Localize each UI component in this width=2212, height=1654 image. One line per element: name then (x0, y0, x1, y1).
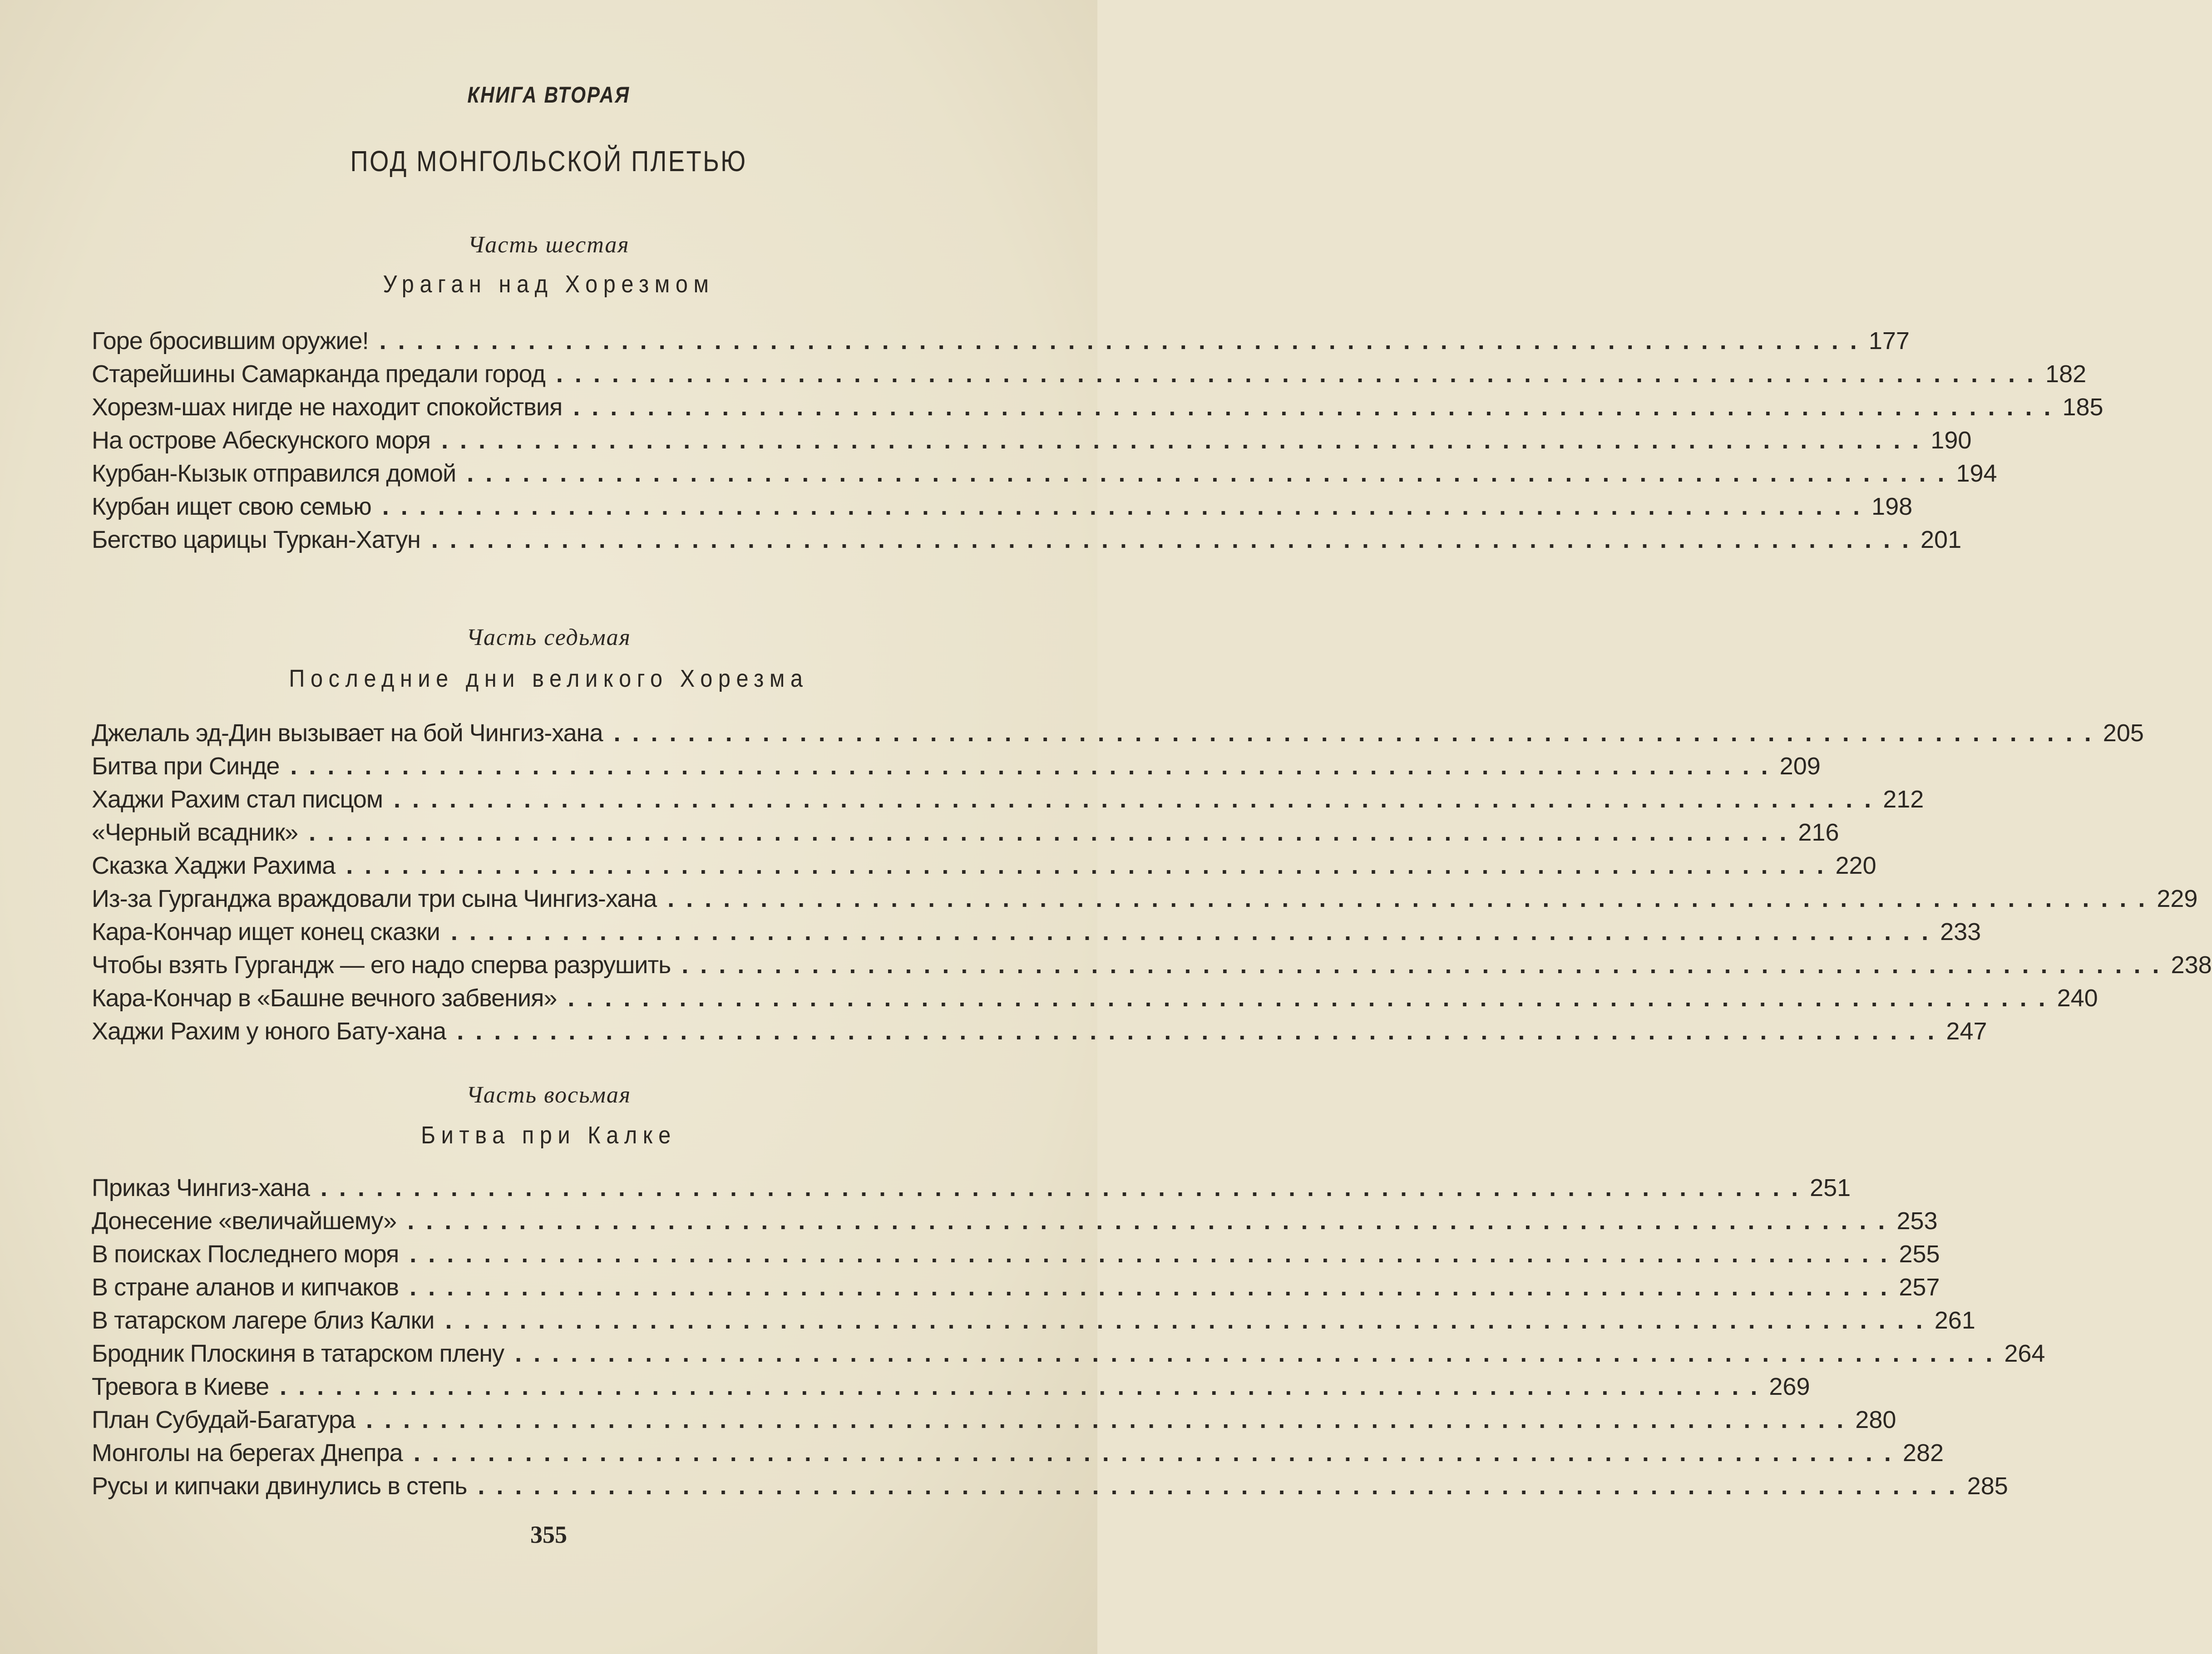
entry-page-number: 229 (2157, 885, 2198, 912)
entry-page-number: 209 (1779, 753, 1821, 780)
entry-page-number: 185 (2062, 394, 2103, 421)
entry-title: Курбан ищет свою семью (92, 493, 371, 520)
toc-entry[interactable] (92, 846, 1876, 879)
toc-list (92, 714, 2212, 1045)
dot-leader: ................................................................................ (410, 1240, 1899, 1268)
entry-title: Русы и кипчаки двинулись в степь (92, 1472, 467, 1500)
entry-title: Кара-Кончар в «Башне вечного забвения» (92, 985, 557, 1012)
dot-leader: ................................................................................ (467, 460, 1956, 487)
entry-page-number: 212 (1883, 786, 1924, 813)
entry-page-number: 257 (1899, 1274, 1940, 1301)
entry-title: Джелаль эд-Дин вызывает на бой Чингиз-хана (92, 719, 603, 747)
entry-title: Из-за Гурганджа враждовали три сына Чингиз-хана (92, 885, 657, 912)
entry-title: Сказка Хаджи Рахима (92, 852, 336, 879)
dot-leader: ................................................................................ (450, 918, 1940, 945)
dot-leader: ................................................................................ (393, 786, 1883, 813)
entry-page-number: 247 (1946, 1018, 1987, 1045)
entry-title: На острове Абескунского моря (92, 427, 431, 454)
toc-list (92, 321, 2103, 553)
part-title: Битва при Калке (421, 1122, 676, 1149)
dot-leader: ................................................................................ (382, 493, 1872, 520)
toc-entry[interactable] (92, 321, 1910, 354)
toc-entry[interactable] (92, 714, 2144, 747)
dot-leader: ................................................................................ (445, 1307, 1935, 1334)
part-title: Последние дни великого Хорезма (289, 665, 809, 692)
entry-page-number: 251 (1810, 1174, 1851, 1201)
toc-entry[interactable] (92, 1201, 1938, 1235)
dot-leader: ................................................................................ (379, 327, 1869, 354)
toc-entry[interactable] (92, 1301, 1975, 1334)
entry-title: Донесение «величайшему» (92, 1207, 397, 1235)
toc-entry[interactable] (92, 1400, 1896, 1433)
toc-entry[interactable] (92, 1433, 1944, 1467)
dot-leader: ................................................................................ (290, 753, 1780, 780)
toc-entry[interactable] (92, 1334, 2045, 1367)
entry-page-number: 233 (1940, 918, 1981, 945)
toc-entry[interactable] (92, 747, 1821, 780)
toc-entry[interactable] (92, 520, 1962, 553)
toc-entry[interactable] (92, 354, 2087, 388)
entry-page-number: 255 (1899, 1240, 1940, 1268)
dot-leader: ................................................................................ (573, 394, 2063, 421)
entry-page-number: 220 (1835, 852, 1876, 879)
entry-title: В поисках Последнего моря (92, 1240, 399, 1268)
dot-leader: ................................................................................ (478, 1472, 1967, 1500)
entry-title: Хорезм-шах нигде не находит спокойствия (92, 394, 563, 421)
dot-leader: ................................................................................ (556, 360, 2046, 388)
dot-leader: ................................................................................ (568, 985, 2057, 1012)
dot-leader: ................................................................................ (667, 885, 2157, 912)
part-label: Часть шестая (468, 232, 630, 258)
toc-entry[interactable] (92, 388, 2103, 421)
book-label: КНИГА ВТОРАЯ (467, 82, 630, 108)
dot-leader: ................................................................................ (413, 1439, 1903, 1467)
toc-entry[interactable] (92, 487, 1913, 520)
entry-title: Чтобы взять Гургандж — его надо сперва разрушить (92, 951, 671, 979)
toc-entry[interactable] (92, 454, 1997, 487)
dot-leader: ................................................................................ (431, 526, 1921, 553)
part-title: Ураган над Хорезмом (383, 271, 715, 298)
entry-title: Приказ Чингиз-хана (92, 1174, 310, 1201)
toc-entry[interactable] (92, 421, 1972, 454)
entry-title: Хаджи Рахим у юного Бату-хана (92, 1018, 446, 1045)
entry-title: Горе бросившим оружие! (92, 327, 369, 354)
toc-entry[interactable] (92, 1268, 1940, 1301)
toc-entry[interactable] (92, 1235, 1940, 1268)
dot-leader: ................................................................................ (309, 819, 1798, 846)
toc-entry[interactable] (92, 879, 2198, 912)
entry-page-number: 253 (1896, 1207, 1938, 1235)
entry-page-number: 194 (1956, 460, 1997, 487)
toc-entry[interactable] (92, 979, 2098, 1012)
entry-title: Бродник Плоскиня в татарском плену (92, 1340, 504, 1367)
entry-title: В стране аланов и кипчаков (92, 1274, 399, 1301)
entry-page-number: 216 (1798, 819, 1839, 846)
toc-entry[interactable] (92, 1467, 2008, 1500)
toc-entry[interactable] (92, 1168, 1851, 1201)
entry-page-number: 264 (2004, 1340, 2045, 1367)
entry-page-number: 269 (1769, 1373, 1810, 1400)
dot-leader: ................................................................................ (410, 1274, 1899, 1301)
toc-entry[interactable] (92, 945, 2212, 979)
entry-title: План Субудай-Багатура (92, 1406, 356, 1433)
entry-title: Битва при Синде (92, 753, 280, 780)
dot-leader: ................................................................................ (515, 1340, 2005, 1367)
entry-title: Монголы на берегах Днепра (92, 1439, 403, 1467)
toc-entry[interactable] (92, 1012, 1987, 1045)
entry-page-number: 177 (1868, 327, 1910, 354)
entry-page-number: 282 (1902, 1439, 1944, 1467)
dot-leader: ................................................................................ (407, 1207, 1897, 1235)
entry-title: Хаджи Рахим стал писцом (92, 786, 383, 813)
dot-leader: ................................................................................ (441, 427, 1931, 454)
entry-page-number: 238 (2171, 951, 2212, 979)
entry-page-number: 190 (1931, 427, 1972, 454)
page-number: 355 (530, 1521, 567, 1548)
dot-leader: ................................................................................ (681, 951, 2171, 979)
entry-title: Тревога в Киеве (92, 1373, 269, 1400)
toc-entry[interactable] (92, 813, 1839, 846)
entry-page-number: 240 (2057, 985, 2098, 1012)
entry-title: Бегство царицы Туркан-Хатун (92, 526, 420, 553)
dot-leader: ................................................................................ (320, 1174, 1810, 1201)
toc-entry[interactable] (92, 1367, 1810, 1400)
entry-title: В татарском лагере близ Калки (92, 1307, 434, 1334)
book-title: ПОД МОНГОЛЬСКОЙ ПЛЕТЬЮ (350, 145, 747, 177)
entry-title: Курбан-Кызык отправился домой (92, 460, 456, 487)
entry-title: Кара-Кончар ищет конец сказки (92, 918, 440, 945)
dot-leader: ................................................................................ (280, 1373, 1769, 1400)
dot-leader: ................................................................................ (346, 852, 1836, 879)
entry-title: «Черный всадник» (92, 819, 298, 846)
dot-leader: ................................................................................ (366, 1406, 1856, 1433)
dot-leader: ................................................................................ (613, 719, 2103, 747)
entry-page-number: 201 (1921, 526, 1962, 553)
entry-page-number: 280 (1855, 1406, 1896, 1433)
entry-page-number: 261 (1934, 1307, 1975, 1334)
part-label: Часть седьмая (466, 625, 631, 650)
dot-leader: ................................................................................ (457, 1018, 1946, 1045)
part-label: Часть восьмая (466, 1082, 632, 1108)
toc-entry[interactable] (92, 912, 1981, 945)
entry-page-number: 182 (2045, 360, 2087, 388)
entry-page-number: 205 (2103, 719, 2144, 747)
toc-entry[interactable] (92, 780, 1924, 813)
toc-list (92, 1168, 2045, 1500)
entry-page-number: 198 (1871, 493, 1913, 520)
entry-page-number: 285 (1967, 1472, 2008, 1500)
entry-title: Старейшины Самарканда предали город (92, 360, 545, 388)
